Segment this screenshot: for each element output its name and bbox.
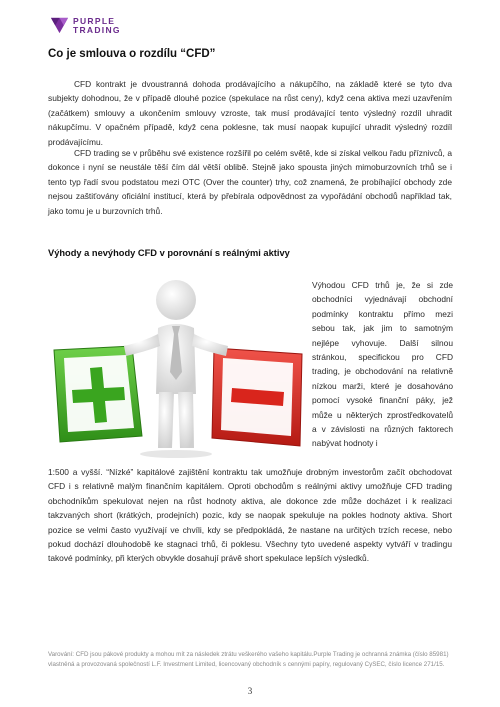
pros-cons-figure (46, 276, 312, 458)
plus-block (54, 346, 142, 442)
purple-trading-logo-icon (50, 16, 69, 35)
advantages-text: Výhodou CFD trhů je, že si zde obchodníci vyjednávají obchodní podmínky kontraktu přímo mezi sebou tak, jak jim to samotným nejlépe vyhovuje. Další silnou stránkou, specifickou pro CFD trading, je obchodování na relativně nízkou marži, které je dosahováno pomocí vysoké finanční páky, jež může u některých zprostředkovatelů a v závislosti na různých faktorech nabývat hodnoty i (312, 280, 453, 449)
page-title: Co je smlouva o rozdílu “CFD” (48, 48, 216, 60)
logo-line-2: TRADING (73, 24, 121, 35)
risk-warning-footer: Varování: CFD jsou pákové produkty a mohou mít za následek ztrátu veškerého vašeho kapitálu.Purple Trading je ochranná známka (číslo 85981) vlastněná a provozovaná společností L.F. Investment Limited, licencovaný obchodník s cennými papíry, regulovaný CySEC, číslo licence 271/15. (48, 651, 449, 668)
page-number: 3 (247, 686, 253, 696)
advantages-text-continued: 1:500 a vyšší. “Nízké” kapitálové zajištění kontraktu tak umožňuje drobným investorům začít obchodovat CFD i s relativně malým finančním kapitálem. Oproti obchodům s reálnými aktivy umožňuje CFD trading obchodníkům spekulovat nejen na růst hodnoty aktiva, ale dokonce zde může docházet i k realizaci takzvaných short (krátkých, prodejních) pozic, kdy se naopak spekuluje na pokles hodnoty aktiva. Short pozice se velmi často využívají ve chvíli, kdy se předpokládá, že nastane na určitých trzích recese, nebo pokud dochází dlouhodobě ke stagnaci trhů, či poklesu. Všechny tyto uvedené aspekty vytváří v tradingu takové podmínky, při kterých obvykle dosahují právě short spekulace lepších výsledků. (48, 467, 452, 564)
intro-paragraph: CFD kontrakt je dvoustranná dohoda prodávajícího a nákupčího, na základě které se tyto dva subjekty dohodnou, že v případě dlouhé pozice (spekulace na růst ceny), když cena aktiva mezi uzavřením (začátkem) smlouvy a ukončením smlouvy vzroste, tak musí prodávající tento výsledný rozdíl uhradit nákupčímu. V opačném případě, když cena poklesne, tak musí naopak kupující uhradit výsledný rozdíl prodávajícímu. (48, 79, 452, 147)
brand-logo (50, 16, 121, 35)
logo-line-1: PURPLE (73, 15, 116, 26)
otc-paragraph: CFD trading se v průběhu své existence rozšířil po celém světě, kde si získal velkou řadu příznivců, a dokonce i nyní se neustále těší čím dál větší oblibě. Stejně jako spousta jiných mimoburzovních trhů se i tento typ řadí svou podstatou mezi OTC (Over the counter) trhy, což znamená, že probíhající obchody zde nejsou zaštiťovány oficiální institucí, která by přebírala odpovědnost za vypořádání obchodů například tak, jako tomu je u burzovních trhů. (48, 148, 452, 216)
section-title: Výhody a nevýhody CFD v porovnání s reálnými aktivy (48, 248, 290, 258)
pros-cons-figure-icon (46, 276, 312, 458)
minus-block (212, 348, 302, 446)
